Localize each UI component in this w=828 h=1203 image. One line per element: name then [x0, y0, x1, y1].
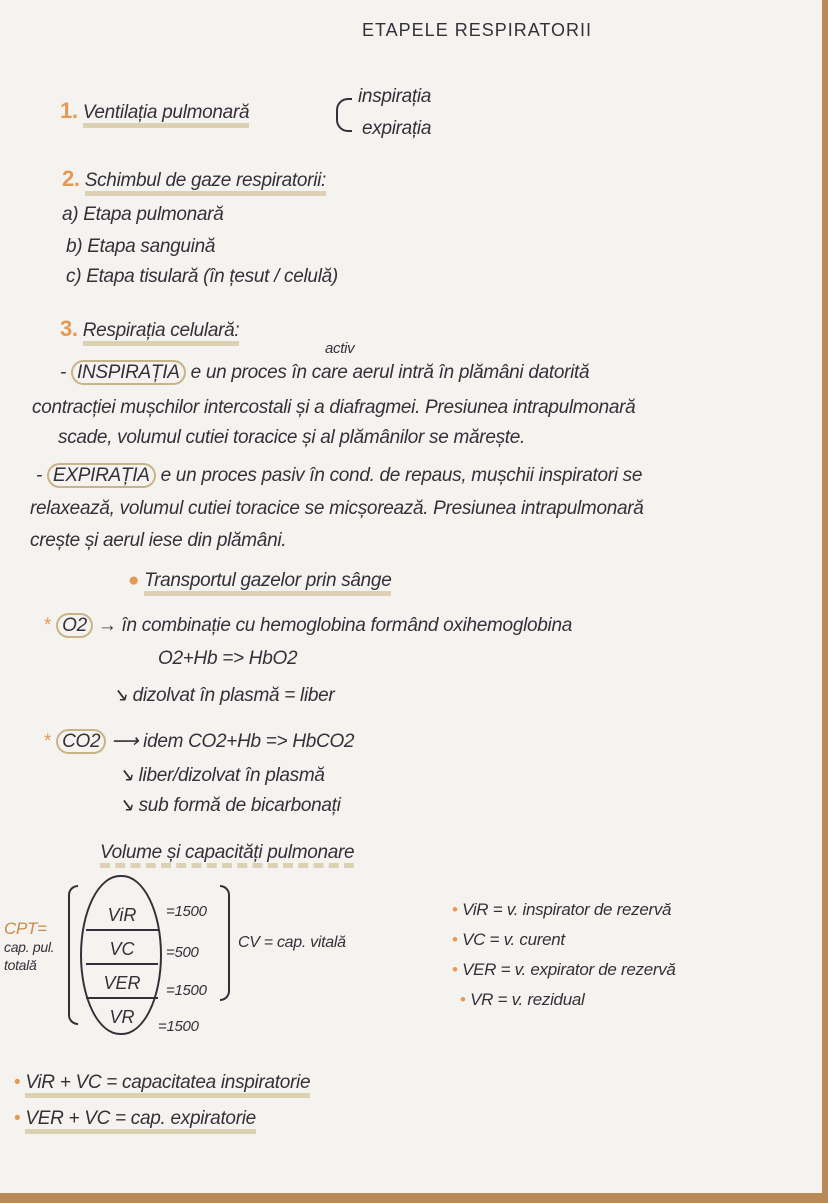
text: dizolvat în plasmă = liber — [132, 685, 335, 706]
annotation: activ — [325, 340, 355, 357]
section-1 — [60, 98, 249, 124]
section-number: 2. — [62, 166, 80, 191]
keyword: O2 — [56, 613, 93, 638]
paragraph-line: contracției mușchilor intercostali și a diafragmei. Presiunea intrapulmonară — [32, 397, 636, 418]
keyword: CO2 — [56, 729, 106, 754]
co2-line: * CO2 ⟶ idem CO2+Hb => HbCO2 — [44, 731, 355, 752]
section-2 — [62, 166, 326, 192]
brace — [220, 885, 230, 1001]
volume-row: ViR — [86, 899, 158, 931]
list-item: a) Etapa pulmonară — [62, 204, 224, 225]
legend-item: • VER = v. expirator de rezervă — [452, 960, 676, 979]
text: în combinație cu hemoglobina formând oxihemoglobina — [121, 615, 573, 636]
section-number: 1. — [60, 98, 78, 123]
cv-label: CV = cap. vitală — [238, 934, 346, 951]
text: VR = v. rezidual — [470, 990, 585, 1009]
subheading: ● Transportul gazelor prin sânge — [128, 570, 391, 592]
volume-value: =500 — [166, 944, 199, 961]
volume-value: =1500 — [158, 1018, 199, 1035]
legend-item: • ViR = v. inspirator de rezervă — [452, 900, 672, 919]
legend-item: • VR = v. rezidual — [460, 990, 585, 1009]
branch-item: expirația — [362, 118, 432, 139]
text: sub formă de bicarbonați — [138, 795, 341, 816]
lung-volume-diagram — [80, 875, 162, 1035]
text: totală — [4, 957, 37, 973]
text: VER + VC = cap. expiratorie — [25, 1108, 256, 1134]
o2-line: * O2 → în combinație cu hemoglobina formând oxihemoglobina — [44, 615, 573, 636]
paragraph-line: crește și aerul iese din plămâni. — [30, 530, 287, 551]
subheading — [100, 842, 354, 864]
volume-row: VR — [109, 1007, 135, 1027]
co2-line: ↘ liber/dizolvat în plasmă — [118, 765, 325, 786]
page-title: ETAPELE RESPIRATORII — [362, 20, 593, 40]
cpt-label — [4, 920, 54, 974]
text: liber/dizolvat în plasmă — [138, 765, 325, 786]
volume-row: VC — [86, 933, 158, 965]
legend-item: • VC = v. curent — [452, 930, 565, 949]
text: e un proces pasiv în cond. de repaus, mușchii inspiratori se — [160, 465, 643, 486]
sum-line: • VER + VC = cap. expiratorie — [14, 1108, 256, 1130]
o2-line: ↘ dizolvat în plasmă = liber — [112, 685, 335, 706]
keyword: INSPIRAȚIA — [71, 360, 186, 385]
volume-value: =1500 — [166, 903, 207, 920]
volume-value: =1500 — [166, 982, 207, 999]
text: ViR + VC = capacitatea inspiratorie — [25, 1072, 310, 1098]
keyword: EXPIRAȚIA — [47, 463, 156, 488]
section-3 — [60, 316, 239, 342]
section-heading: Ventilația pulmonară — [83, 102, 250, 128]
section-heading: Respirația celulară: — [83, 320, 240, 346]
text: CPT= — [4, 919, 47, 938]
text: VC = v. curent — [462, 930, 565, 949]
section-heading: Schimbul de gaze respiratorii: — [85, 170, 326, 196]
paragraph-line: scade, volumul cutiei toracice și al plămânilor se mărește. — [58, 427, 526, 448]
co2-line: ↘ sub formă de bicarbonați — [118, 795, 341, 816]
text: Transportul gazelor prin sânge — [144, 570, 391, 596]
paragraph-line: - EXPIRAȚIA e un proces pasiv în cond. de repaus, mușchii inspiratori se — [36, 465, 643, 486]
paragraph-line: relaxează, volumul cutiei toracice se micșorează. Presiunea intrapulmonară — [30, 498, 644, 519]
brace — [336, 98, 352, 132]
text: ViR = v. inspirator de rezervă — [462, 900, 672, 919]
text: cap. pul. — [4, 939, 55, 955]
list-item: b) Etapa sanguină — [66, 236, 216, 257]
text: Volume și capacități pulmonare — [100, 842, 354, 868]
sum-line: • ViR + VC = capacitatea inspiratorie — [14, 1072, 310, 1094]
section-number: 3. — [60, 316, 78, 341]
branch-item: inspirația — [358, 86, 432, 107]
text: idem CO2+Hb => HbCO2 — [143, 731, 355, 752]
list-item: c) Etapa tisulară (în țesut / celulă) — [66, 266, 338, 287]
paragraph-line: - INSPIRAȚIA e un proces în care aerul intră în plămâni datorită — [60, 362, 590, 383]
brace — [68, 885, 78, 1025]
text: e un proces în care aerul intră în plămâni datorită — [190, 362, 590, 383]
volume-row: VER — [86, 967, 158, 999]
text: VER = v. expirator de rezervă — [462, 960, 676, 979]
equation: O2+Hb => HbO2 — [158, 648, 298, 669]
